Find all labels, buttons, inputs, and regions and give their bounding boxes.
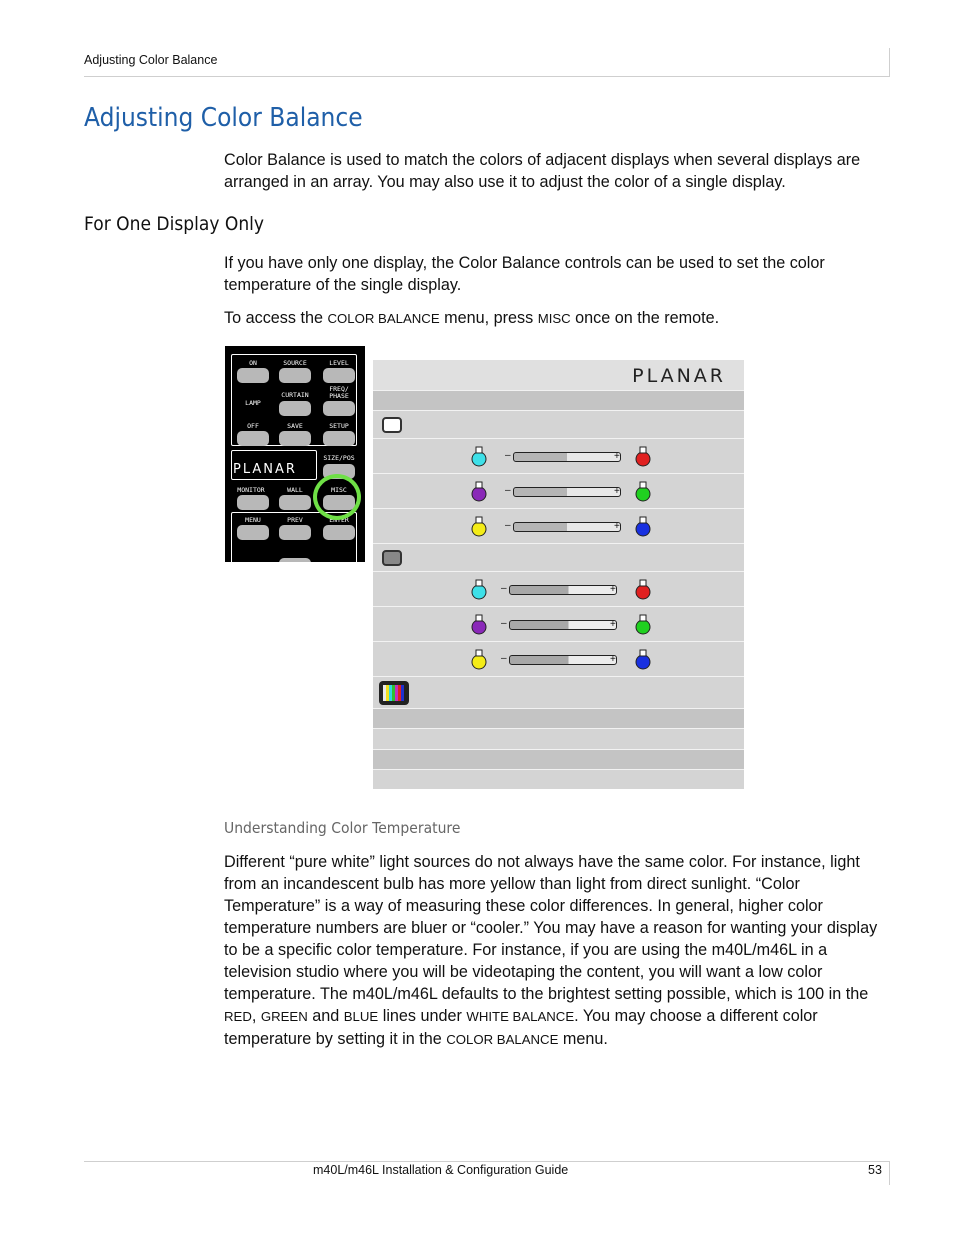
remote-button-level: [323, 368, 355, 383]
cyan-bulb-icon: [471, 446, 487, 468]
button-name: MISC: [537, 311, 571, 326]
minus-sign: –: [505, 520, 511, 531]
minus-sign: –: [501, 583, 507, 594]
footer-guide-title: m40L/m46L Installation & Configuration Guide: [313, 1163, 569, 1177]
remote-button-off: [237, 431, 269, 446]
remote-label-curtain: CURTAIN: [281, 391, 309, 399]
plus-sign: +: [614, 486, 620, 497]
subsection-title: For One Display Only: [84, 213, 265, 235]
remote-label-wall: WALL: [287, 486, 303, 494]
remote-button-setup: [323, 431, 355, 446]
plus-sign: +: [614, 451, 620, 462]
remote-button-on: [237, 368, 269, 383]
plus-sign: +: [610, 584, 616, 595]
green-bulb-icon: [635, 614, 651, 636]
remote-label-monitor: MONITOR: [237, 486, 265, 494]
monitor-icon: [382, 417, 402, 433]
minus-sign: –: [501, 618, 507, 629]
remote-label-menu: MENU: [245, 516, 261, 524]
one-display-paragraph: If you have only one display, the Color Balance controls can be used to set the color temperature of the single display.: [224, 254, 825, 294]
plus-sign: +: [610, 654, 616, 665]
remote-label-on: ON: [249, 359, 257, 367]
blue-bulb-icon: [635, 649, 651, 671]
osd-row: [373, 508, 744, 543]
slider-magenta-green: [513, 487, 621, 497]
remote-label-size-pos: SIZE/POS: [323, 454, 355, 462]
header-vertical-rule: [889, 48, 890, 77]
section-title: Adjusting Color Balance: [84, 103, 363, 133]
footer-vertical-rule: [889, 1161, 890, 1185]
red-bulb-icon: [635, 446, 651, 468]
remote-button-wall: [279, 495, 311, 510]
plus-sign: +: [610, 619, 616, 630]
slider-yellow-blue: [513, 522, 621, 532]
menu-name: COLOR BALANCE: [327, 311, 440, 326]
remote-label-freq-phase: FREQ/ PHASE: [329, 385, 349, 400]
slider-cyan-red: [513, 452, 621, 462]
remote-button-menu: [237, 525, 269, 540]
remote-label-prev: PREV: [287, 516, 303, 524]
cyan-bulb-icon: [471, 579, 487, 601]
intro-paragraph: Color Balance is used to match the colors of adjacent displays when several displays are arranged in an array. You may also use it to adjust the color of a single display.: [224, 151, 861, 191]
osd-row: [373, 708, 744, 728]
running-header: Adjusting Color Balance: [84, 53, 218, 67]
magenta-bulb-icon: [471, 614, 487, 636]
red-bulb-icon: [635, 579, 651, 601]
osd-row: [373, 676, 744, 708]
osd-row: [373, 606, 744, 641]
osd-row: [373, 641, 744, 676]
slider-cyan-red: [509, 585, 617, 595]
remote-button-prev: [279, 525, 311, 540]
remote-button-save: [279, 431, 311, 446]
yellow-bulb-icon: [471, 516, 487, 538]
remote-label-off: OFF: [247, 422, 259, 430]
remote-brand-logo: PLANAR: [233, 462, 297, 477]
remote-button-freq-phase: [323, 401, 355, 416]
slider-yellow-blue: [509, 655, 617, 665]
remote-label-setup: SETUP: [329, 422, 349, 430]
osd-row: [373, 473, 744, 508]
osd-row: [373, 410, 744, 438]
color-temperature-paragraph: Different “pure white” light sources do not always have the same color. For instance, light from an incandescent bulb has more yellow than light from direct sunlight. “Color Temperature” is a way of measuring these color differences. In general, higher color temperature numbers are bluer or “cooler.” You may have a reason for wanting your display to be a specific color temperature. For instance, if you are using the m40L/m46L in a television studio where you will be videotaping the content, you will want a low color temperature. The m40L/m46L defaults to the brightest setting possible, which is 100 in the RED, GREEN and BLUE lines under WHITE BALANCE. You may choose a different color temperature by setting it in the COLOR BALANCE menu.: [224, 853, 878, 1048]
misc-highlight-circle: [313, 474, 361, 520]
magenta-bulb-icon: [471, 481, 487, 503]
remote-label-lamp: LAMP: [245, 399, 261, 407]
minus-sign: –: [501, 653, 507, 664]
remote-button-monitor: [237, 495, 269, 510]
remote-control-image: [225, 346, 365, 562]
minus-sign: –: [505, 485, 511, 496]
osd-row: [373, 438, 744, 473]
header-rule: [84, 76, 890, 77]
color-bars-icon: [378, 680, 410, 706]
plus-sign: +: [614, 521, 620, 532]
osd-row: [373, 543, 744, 571]
remote-label-misc: MISC: [331, 486, 347, 494]
osd-row: [373, 769, 744, 789]
access-instructions: To access the COLOR BALANCE menu, press MISC once on the remote.: [224, 309, 720, 327]
osd-row: [373, 749, 744, 769]
remote-button-enter: [323, 525, 355, 540]
page-number: 53: [868, 1163, 882, 1177]
minus-sign: –: [505, 450, 511, 461]
osd-row: [373, 728, 744, 749]
remote-label-source: SOURCE: [283, 359, 307, 367]
color-temperature-heading: Understanding Color Temperature: [224, 819, 461, 837]
remote-label-level: LEVEL: [329, 359, 349, 367]
remote-label-save: SAVE: [287, 422, 303, 430]
osd-brand-logo: PLANAR: [632, 365, 726, 387]
remote-button-source: [279, 368, 311, 383]
green-bulb-icon: [635, 481, 651, 503]
monitor-icon: [382, 550, 402, 566]
osd-row: [373, 571, 744, 606]
osd-row: [373, 390, 744, 410]
yellow-bulb-icon: [471, 649, 487, 671]
osd-title-bar: [373, 360, 744, 390]
footer-rule: [84, 1161, 890, 1162]
remote-label-enter: ENTER: [329, 516, 349, 524]
color-balance-osd-image: [373, 360, 744, 789]
blue-bulb-icon: [635, 516, 651, 538]
slider-magenta-green: [509, 620, 617, 630]
remote-button-bottom: [279, 558, 311, 562]
remote-button-curtain: [279, 401, 311, 416]
